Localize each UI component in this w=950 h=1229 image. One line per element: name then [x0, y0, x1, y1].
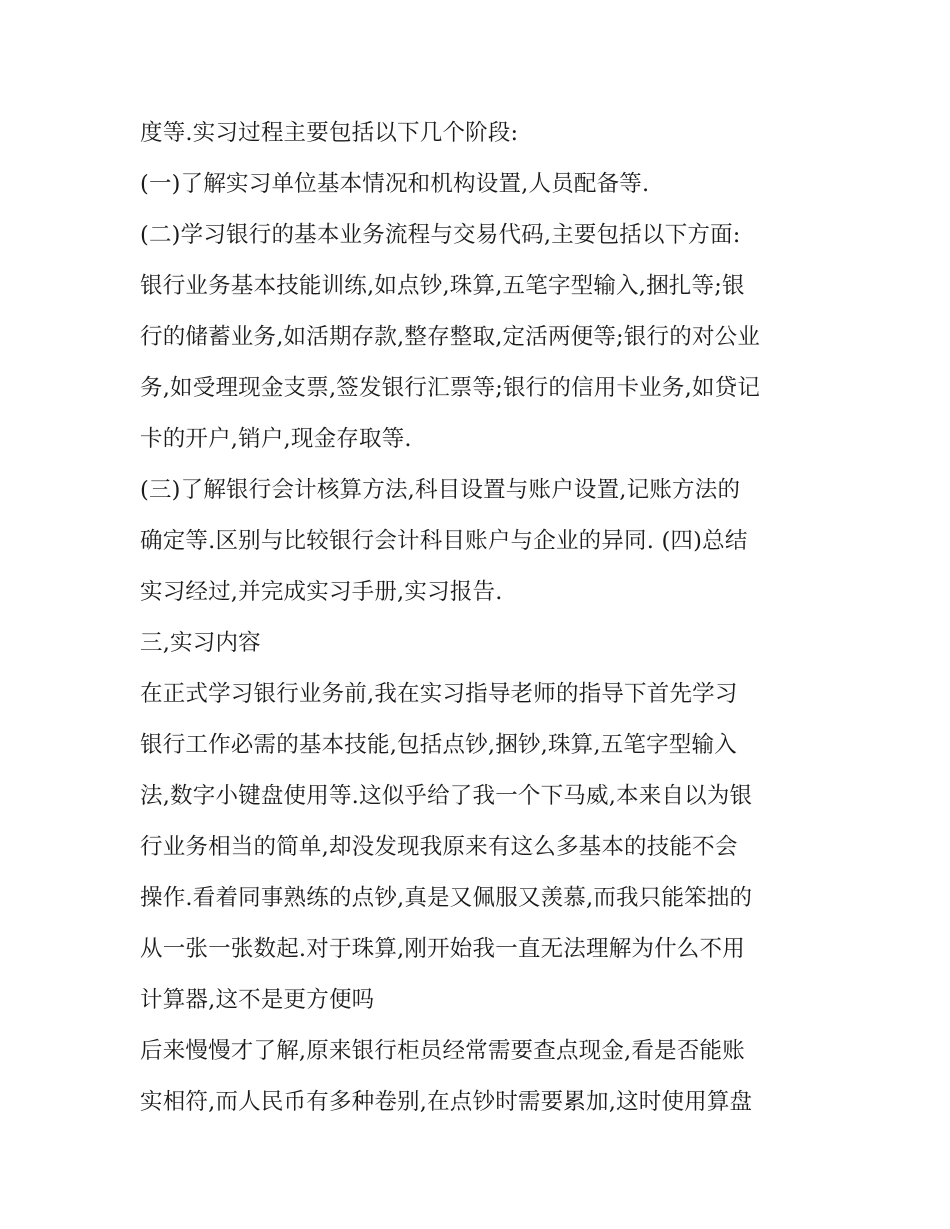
text-line: 度等.实习过程主要包括以下几个阶段:	[140, 120, 519, 146]
text-line: 确定等.区别与比较银行会计科目账户与企业的异同. (四)总结	[140, 528, 748, 554]
text-line: (一)了解实习单位基本情况和机构设置,人员配备等.	[140, 171, 650, 197]
text-line: 计算器,这不是更方便吗	[140, 987, 375, 1013]
document-body	[140, 108, 840, 1128]
text-line: 在正式学习银行业务前,我在实习指导老师的指导下首先学习	[140, 681, 738, 707]
text-line: 行业务相当的简单,却没发现我原来有这么多基本的技能不会	[140, 834, 738, 860]
text-line: 银行工作必需的基本技能,包括点钞,捆钞,珠算,五笔字型输入	[140, 732, 737, 758]
text-line: 操作.看着同事熟练的点钞,真是又佩服又羡慕,而我只能笨拙的	[140, 885, 753, 911]
text-line: 务,如受理现金支票,签发银行汇票等;银行的信用卡业务,如贷记	[140, 375, 761, 401]
text-line: 后来慢慢才了解,原来银行柜员经常需要查点现金,看是否能账	[140, 1038, 745, 1064]
text-line: 从一张一张数起.对于珠算,刚开始我一直无法理解为什么不用	[140, 936, 745, 962]
text-line: (三)了解银行会计核算方法,科目设置与账户设置,记账方法的	[140, 477, 741, 503]
section-heading: 三,实习内容	[140, 630, 261, 656]
text-line: (二)学习银行的基本业务流程与交易代码,主要包括以下方面:	[140, 222, 741, 248]
text-line: 实习经过,并完成实习手册,实习报告.	[140, 579, 503, 605]
text-line: 行的储蓄业务,如活期存款,整存整取,定活两便等;银行的对公业	[140, 324, 761, 350]
text-line: 银行业务基本技能训练,如点钞,珠算,五笔字型输入,捆扎等;银	[140, 273, 745, 299]
text-line: 法,数字小键盘使用等.这似乎给了我一个下马威,本来自以为银	[140, 783, 753, 809]
text-line: 实相符,而人民币有多种卷别,在点钞时需要累加,这时使用算盘	[140, 1089, 753, 1115]
text-line: 卡的开户,销户,现金存取等.	[140, 426, 412, 452]
